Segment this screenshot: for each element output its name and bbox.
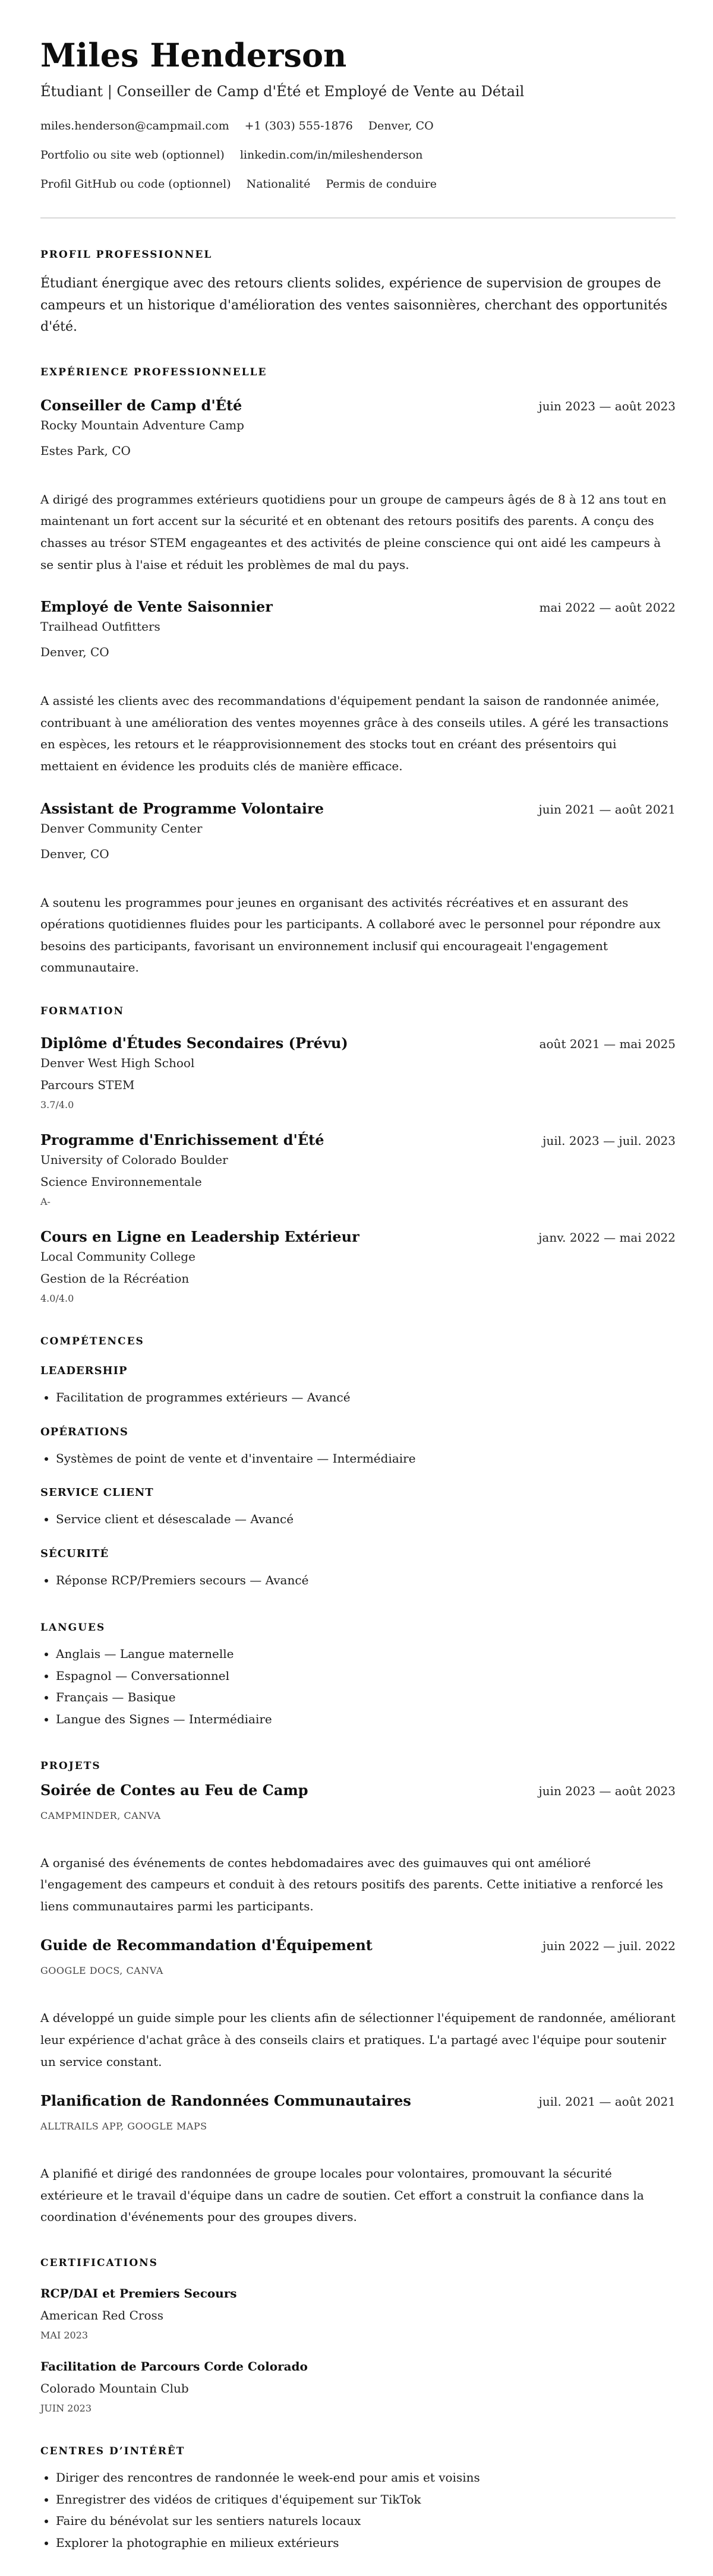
company-name: Rocky Mountain Adventure Camp: [40, 417, 244, 432]
summary-section: [40, 248, 676, 338]
contact-row: [40, 170, 676, 199]
project-description: A planifié et dirigé des randonnées de groupe locales pour volontaires, promouvant la sécurité extérieure et le travail d'équipe dans un cadre de soutien. Cet effort a construit la confiance dans la coordination d'événements pour des groupes divers.: [40, 2166, 644, 2224]
project-entry: [40, 1936, 676, 2072]
job-description: A soutenu les programmes pour jeunes en organisant des activités récréatives et en assurant des opérations quotidiennes fluides pour les participants. A collaboré avec le personnel pour répondre aux besoins des participants, favorisant un environnement inclusif qui encourageait l'engagement communautaire.: [40, 895, 661, 975]
contact-row: [40, 141, 676, 170]
entry-title: Guide de Recommandation d'Équipement: [40, 1936, 373, 1954]
education-entry: [40, 1131, 676, 1210]
project-tools: GOOGLE DOCS, CANVA: [40, 1965, 163, 1977]
entry-header: [40, 1034, 676, 1053]
interest-item: • Faire du bénévolat sur les sentiers naturels locaux: [56, 2510, 676, 2532]
entry-title: Employé de Vente Saisonnier: [40, 598, 273, 616]
certification-date: JUIN 2023: [40, 2403, 92, 2414]
skill-list: [40, 1508, 676, 1530]
certification-entry: [40, 2284, 676, 2343]
entry-title: Programme d'Enrichissement d'Été: [40, 1131, 324, 1148]
section-heading: CENTRES D’INTÉRÊT: [40, 2445, 185, 2457]
certification-date: MAI 2023: [40, 2330, 89, 2341]
experience-section: [40, 365, 676, 979]
language-item: • Français — Basique: [56, 1686, 676, 1708]
entry-header: [40, 597, 676, 617]
education-entry: [40, 1034, 676, 1113]
certification-entry: [40, 2357, 676, 2416]
certifications-section: [40, 2256, 676, 2416]
skill-list: [40, 1387, 676, 1409]
section-heading: PROFIL PROFESSIONNEL: [40, 249, 213, 261]
interest-list: [40, 2467, 676, 2553]
portfolio-link[interactable]: Portfolio ou site web (optionnel): [40, 148, 225, 162]
job-location: Estes Park, CO: [40, 443, 131, 458]
entry-dates: janv. 2022 — mai 2022: [538, 1230, 676, 1245]
language-item: • Anglais — Langue maternelle: [56, 1643, 676, 1665]
experience-entry: [40, 597, 676, 777]
skill-item: • Facilitation de programmes extérieurs — Avancé: [56, 1387, 676, 1409]
entry-header: [40, 396, 676, 416]
entry-title: Conseiller de Camp d'Été: [40, 396, 242, 414]
certification-issuer: American Red Cross: [40, 2308, 164, 2322]
location: Denver, CO: [368, 119, 434, 132]
entry-title: Planification de Randonnées Communautaires: [40, 2092, 411, 2110]
entry-header: [40, 1227, 676, 1247]
interest-item: • Enregistrer des vidéos de critiques d'équipement sur TikTok: [56, 2489, 676, 2511]
certification-issuer: Colorado Mountain Club: [40, 2381, 189, 2395]
skill-group-heading: OPÉRATIONS: [40, 1425, 128, 1438]
section-heading: EXPÉRIENCE PROFESSIONNELLE: [40, 366, 267, 378]
section-heading: PROJETS: [40, 1759, 101, 1772]
entry-title: Cours en Ligne en Leadership Extérieur: [40, 1227, 359, 1245]
entry-header: [40, 799, 676, 819]
school-name: University of Colorado Boulder: [40, 1152, 228, 1167]
project-tools: CAMPMINDER, CANVA: [40, 1809, 161, 1821]
entry-header: [40, 1131, 676, 1150]
linkedin-link[interactable]: linkedin.com/in/mileshenderson: [239, 148, 423, 162]
project-tools: ALLTRAILS APP, GOOGLE MAPS: [40, 2121, 207, 2132]
interests-section: [40, 2444, 676, 2553]
interest-item: • Diriger des rencontres de randonnée le week-end pour amis et voisins: [56, 2467, 676, 2489]
skill-group-heading: LEADERSHIP: [40, 1364, 128, 1377]
entry-header: [40, 1781, 676, 1800]
job-description: A assisté les clients avec des recommandations d'équipement pendant la saison de randonnée animée, contribuant à une amélioration des ventes moyennes grâce à des conseils utiles. A géré les transactions en espèces, les retours et le réapprovisionnement des stocks tout en créant des présentoirs qui mettaient en évidence les produits clés de manière efficace.: [40, 694, 668, 773]
entry-dates: juil. 2021 — août 2021: [538, 2094, 676, 2109]
project-description: A développé un guide simple pour les clients afin de sélectionner l'équipement de randonnée, améliorant leur expérience d'achat grâce à des conseils clairs et pratiques. L'a partagé avec l'équipe pour soutenir un service constant.: [40, 2011, 676, 2069]
section-heading: COMPÉTENCES: [40, 1335, 144, 1347]
entry-header: [40, 1936, 676, 1955]
section-heading: CERTIFICATIONS: [40, 2257, 158, 2269]
section-heading: LANGUES: [40, 1622, 106, 1634]
project-entry: [40, 1781, 676, 1917]
job-location: Denver, CO: [40, 645, 109, 660]
grade: A-: [40, 1195, 51, 1207]
field-of-study: Gestion de la Récréation: [40, 1271, 190, 1286]
field-of-study: Parcours STEM: [40, 1077, 135, 1092]
header-divider: [40, 217, 676, 219]
language-item: • Espagnol — Conversationnel: [56, 1665, 676, 1687]
section-heading: FORMATION: [40, 1005, 125, 1017]
project-description: A organisé des événements de contes hebdomadaires avec des guimauves qui ont amélioré l'engagement des campeurs et conduit à des retours positifs des parents. Cette initiative a renforcé les liens communautaires parmi les participants.: [40, 1855, 664, 1913]
entry-title: Assistant de Programme Volontaire: [40, 799, 324, 817]
education-section: [40, 1004, 676, 1307]
entry-dates: juil. 2023 — juil. 2023: [542, 1133, 676, 1148]
language-item: • Langue des Signes — Intermédiaire: [56, 1708, 676, 1730]
entry-dates: juin 2023 — août 2023: [538, 398, 676, 413]
skill-item: • Systèmes de point de vente et d'inventaire — Intermédiaire: [56, 1448, 676, 1470]
field-of-study: Science Environnementale: [40, 1174, 202, 1189]
company-name: Trailhead Outfitters: [40, 619, 160, 634]
grade: 3.7/4.0: [40, 1099, 74, 1110]
languages-section: [40, 1621, 676, 1730]
experience-entry: [40, 799, 676, 979]
email-link[interactable]: miles.henderson@campmail.com: [40, 119, 229, 132]
skill-list: [40, 1569, 676, 1591]
school-name: Local Community College: [40, 1249, 195, 1264]
skill-item: • Service client et désescalade — Avancé: [56, 1508, 676, 1530]
skill-group-heading: SERVICE CLIENT: [40, 1486, 154, 1499]
certification-title: RCP/DAI et Premiers Secours: [40, 2286, 237, 2300]
education-entry: [40, 1227, 676, 1307]
language-list: [40, 1643, 676, 1730]
school-name: Denver West High School: [40, 1055, 195, 1070]
interest-item: • Explorer la photographie en milieux extérieurs: [56, 2532, 676, 2554]
headline: Étudiant | Conseiller de Camp d'Été et Employé de Vente au Détail: [40, 83, 525, 100]
entry-dates: juin 2021 — août 2021: [538, 802, 676, 817]
certification-title: Facilitation de Parcours Corde Colorado: [40, 2359, 308, 2374]
job-location: Denver, CO: [40, 846, 109, 861]
entry-dates: mai 2022 — août 2022: [539, 600, 676, 615]
github-link[interactable]: Profil GitHub ou code (optionnel): [40, 178, 231, 191]
entry-header: [40, 2091, 676, 2111]
contact-row: [40, 112, 676, 141]
skill-item: • Réponse RCP/Premiers secours — Avancé: [56, 1569, 676, 1591]
entry-dates: août 2021 — mai 2025: [539, 1036, 676, 1051]
entry-title: Diplôme d'Études Secondaires (Prévu): [40, 1034, 348, 1052]
resume-header: [40, 37, 676, 199]
grade: 4.0/4.0: [40, 1292, 74, 1304]
skill-group-heading: SÉCURITÉ: [40, 1547, 109, 1560]
entry-title: Soirée de Contes au Feu de Camp: [40, 1781, 308, 1799]
skills-section: [40, 1334, 676, 1591]
skill-list: [40, 1448, 676, 1470]
entry-dates: juin 2022 — juil. 2022: [542, 1939, 676, 1954]
experience-entry: [40, 396, 676, 575]
projects-section: [40, 1759, 676, 2228]
company-name: Denver Community Center: [40, 821, 203, 836]
phone: +1 (303) 555-1876: [244, 119, 353, 132]
entry-dates: juin 2023 — août 2023: [538, 1783, 676, 1798]
job-description: A dirigé des programmes extérieurs quotidiens pour un groupe de campeurs âgés de 8 à 12 ans tout en maintenant un fort accent sur la sécurité et en obtenant des retours positifs des parents. A conçu des chasses au trésor STEM engageantes et des activités de pleine conscience qui ont aidé les campeurs à se sentir plus à l'aise et réduit les problèmes de mal du pays.: [40, 492, 667, 572]
drivers-license: Permis de conduire: [326, 178, 437, 191]
nationality: Nationalité: [246, 178, 311, 191]
candidate-name: Miles Henderson: [40, 36, 347, 74]
summary-text: Étudiant énergique avec des retours clients solides, expérience de supervision de groupes de campeurs et un historique d'amélioration des ventes saisonnières, cherchant des opportunités d'été.: [40, 276, 668, 335]
project-entry: [40, 2091, 676, 2228]
